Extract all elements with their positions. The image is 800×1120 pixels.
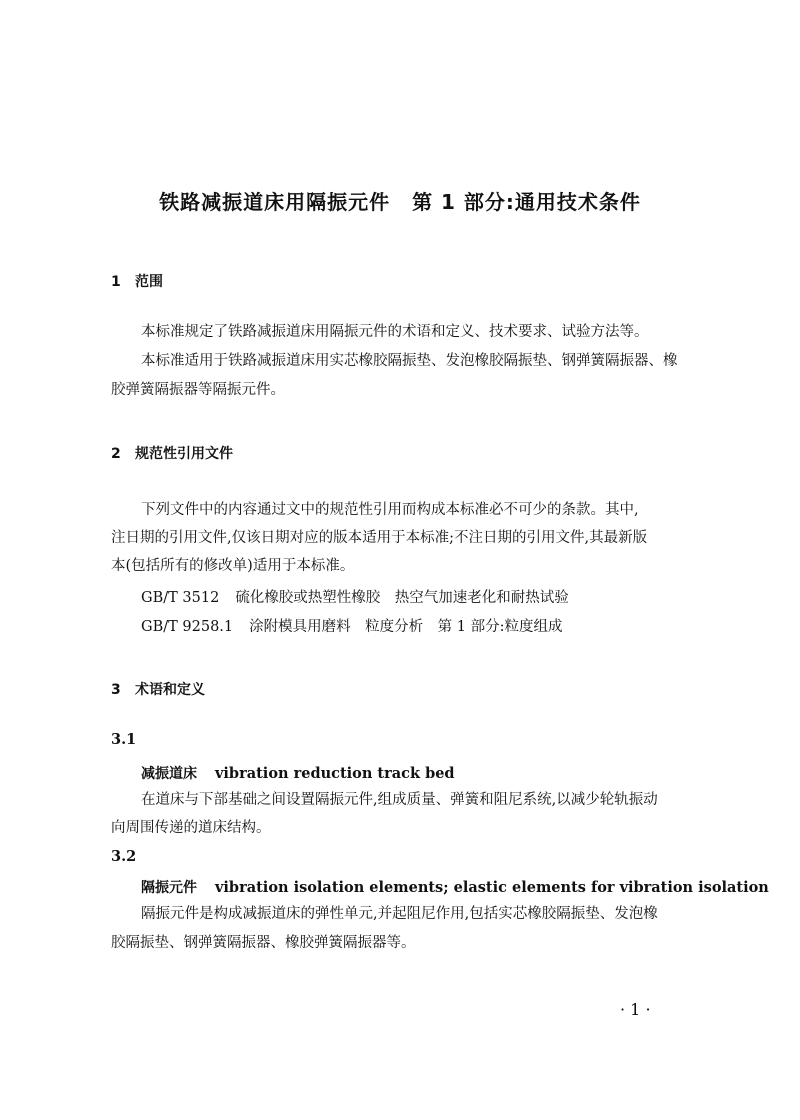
section-2-heading: 2 规范性引用文件 xyxy=(111,446,233,462)
section-2-paragraph-line-3: 本(包括所有的修改单)适用于本标准。 xyxy=(111,558,355,574)
term-3-1-definition-line-1: 在道床与下部基础之间设置隔振元件,组成质量、弹簧和阻尼系统,以减少轮轨振动 xyxy=(141,792,658,808)
section-2-paragraph-line-2: 注日期的引用文件,仅该日期对应的版本适用于本标准;不注日期的引用文件,其最新版 xyxy=(111,530,648,546)
section-1-paragraph-1: 本标准规定了铁路减振道床用隔振元件的术语和定义、技术要求、试验方法等。 xyxy=(141,324,649,340)
term-entry-3-1: 减振道床 vibration reduction track bed xyxy=(141,765,455,782)
term-3-2-definition-line-2: 胶隔振垫、钢弹簧隔振器、橡胶弹簧隔振器等。 xyxy=(111,935,416,951)
page-number: · 1 · xyxy=(620,1000,651,1019)
section-1-paragraph-2-line-2: 胶弹簧隔振器等隔振元件。 xyxy=(111,382,285,398)
reference-item: GB/T 3512 硫化橡胶或热塑性橡胶 热空气加速老化和耐热试验 xyxy=(141,590,569,606)
term-number-3-1: 3.1 xyxy=(111,731,137,748)
title-part: 第 1 部分:通用技术条件 xyxy=(412,190,641,214)
term-3-1-definition-line-2: 向周围传递的道床结构。 xyxy=(111,820,271,836)
term-number-3-2: 3.2 xyxy=(111,848,137,865)
term-entry-3-2: 隔振元件 vibration isolation elements; elastic elements for vibration isolation xyxy=(141,879,769,896)
document-title xyxy=(0,186,800,215)
reference-item: GB/T 9258.1 涂附模具用磨料 粒度分析 第 1 部分:粒度组成 xyxy=(141,619,563,635)
term-3-2-definition-line-1: 隔振元件是构成减振道床的弹性单元,并起阻尼作用,包括实芯橡胶隔振垫、发泡橡 xyxy=(141,906,658,922)
section-2-paragraph-line-1: 下列文件中的内容通过文中的规范性引用而构成本标准必不可少的条款。其中, xyxy=(141,502,639,518)
section-1-paragraph-2-line-1: 本标准适用于铁路减振道床用实芯橡胶隔振垫、发泡橡胶隔振垫、钢弹簧隔振器、橡 xyxy=(141,353,678,369)
section-3-heading: 3 术语和定义 xyxy=(111,682,205,698)
section-1-heading: 1 范围 xyxy=(111,274,163,290)
title-main: 铁路减振道床用隔振元件 xyxy=(159,190,391,214)
